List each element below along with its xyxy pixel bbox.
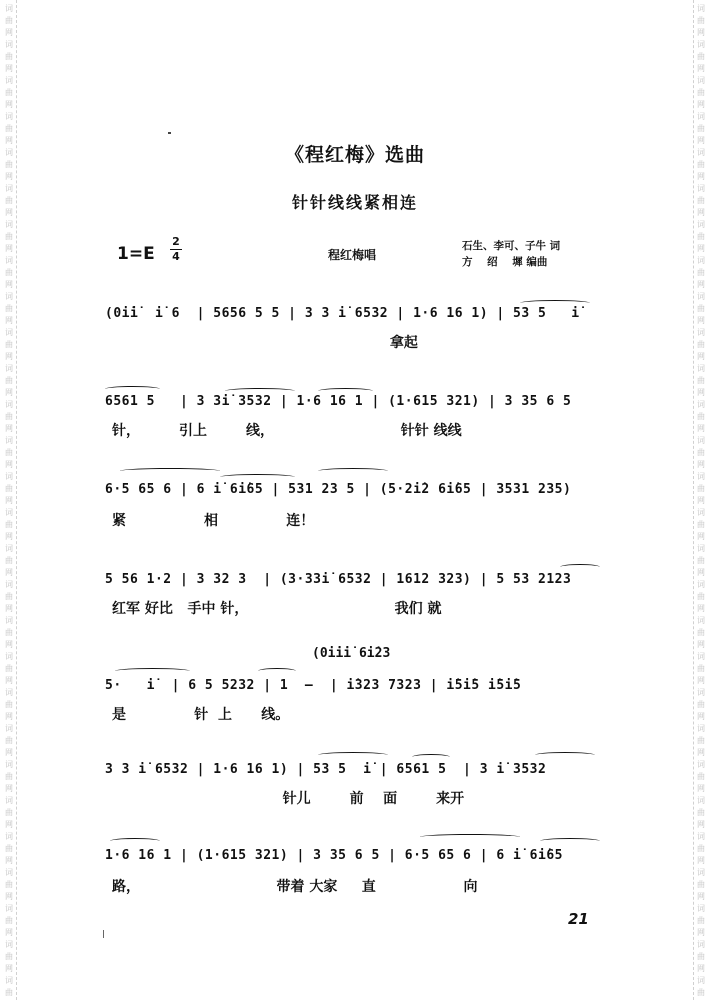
watermark-glyph: 曲: [697, 52, 705, 61]
watermark-glyph: 曲: [697, 628, 705, 637]
watermark-glyph: 网: [5, 100, 13, 109]
author-credits: [462, 238, 560, 270]
watermark-glyph: 网: [5, 532, 13, 541]
watermark-glyph: 词: [5, 220, 13, 229]
watermark-glyph: 曲: [5, 412, 13, 421]
watermark-glyph: 网: [5, 244, 13, 253]
watermark-glyph: 网: [5, 28, 13, 37]
watermark-glyph: 网: [5, 496, 13, 505]
watermark-glyph: 词: [697, 724, 705, 733]
watermark-glyph: 词: [5, 580, 13, 589]
watermark-glyph: 曲: [697, 844, 705, 853]
watermark-glyph: 词: [697, 40, 705, 49]
watermark-glyph: 网: [5, 388, 13, 397]
watermark-glyph: 曲: [697, 160, 705, 169]
watermark-glyph: 曲: [5, 988, 13, 997]
notation-line: 3 3 i̇ 6532 | 1·6 16 1) | 53 5 i̇ | 6561 5 | 3 i̇ 3532: [105, 762, 547, 777]
watermark-glyph: 网: [697, 712, 705, 721]
page-title: 《程红梅》选曲: [284, 144, 425, 166]
watermark-glyph: 词: [5, 184, 13, 193]
notation-line: 5 56 1·2 | 3 32 3 | (3·33i̇ 6532 | 1612 323) | 5 53 2123: [105, 572, 572, 587]
watermark-glyph: 词: [697, 4, 705, 13]
watermark-glyph: 曲: [5, 700, 13, 709]
watermark-glyph: 曲: [697, 556, 705, 565]
watermark-glyph: 词: [5, 148, 13, 157]
notation-line: 6561 5 | 3 3i̇ 3532 | 1·6 16 1 | (1·615 321) | 3 35 6 5: [105, 394, 572, 409]
watermark-glyph: 曲: [697, 88, 705, 97]
slur: [318, 388, 373, 394]
watermark-glyph: 曲: [697, 772, 705, 781]
watermark-glyph: 词: [5, 904, 13, 913]
watermark-glyph: 词: [5, 796, 13, 805]
watermark-glyph: 曲: [5, 340, 13, 349]
watermark-glyph: 网: [697, 172, 705, 181]
watermark-glyph: 网: [697, 532, 705, 541]
watermark-glyph: 词: [697, 364, 705, 373]
watermark-glyph: 网: [5, 820, 13, 829]
slur: [225, 388, 295, 394]
watermark-glyph: 词: [697, 436, 705, 445]
watermark-glyph: 词: [697, 328, 705, 337]
lyrics-line: 拿起: [112, 335, 418, 351]
watermark-glyph: 曲: [697, 916, 705, 925]
watermark-glyph: 词: [697, 544, 705, 553]
watermark-glyph: 曲: [5, 916, 13, 925]
watermark-glyph: 词: [697, 220, 705, 229]
watermark-glyph: 网: [697, 964, 705, 973]
watermark-glyph: 曲: [5, 520, 13, 529]
lyrics-line: 路， 带着 大家 直 向: [112, 879, 478, 895]
watermark-glyph: 词: [5, 400, 13, 409]
page-number: 21: [568, 910, 589, 928]
watermark-glyph: 词: [5, 436, 13, 445]
watermark-glyph: 网: [5, 856, 13, 865]
watermark-glyph: 词: [697, 688, 705, 697]
watermark-glyph: 词: [5, 292, 13, 301]
watermark-glyph: 词: [697, 148, 705, 157]
slur: [105, 386, 160, 392]
watermark-glyph: 网: [697, 496, 705, 505]
watermark-glyph: 网: [5, 460, 13, 469]
watermark-glyph: 词: [5, 976, 13, 985]
watermark-glyph: 曲: [697, 340, 705, 349]
time-signature: [170, 236, 182, 263]
watermark-glyph: 网: [697, 928, 705, 937]
watermark-glyph: 网: [697, 280, 705, 289]
watermark-glyph: 曲: [5, 484, 13, 493]
lyrics-line: 针， 引上 线， 针针 线线: [112, 423, 462, 439]
watermark-glyph: 曲: [5, 376, 13, 385]
slur: [540, 838, 600, 844]
watermark-glyph: 网: [697, 100, 705, 109]
watermark-glyph: 网: [5, 424, 13, 433]
watermark-glyph: 词: [697, 832, 705, 841]
watermark-glyph: 词: [5, 760, 13, 769]
watermark-glyph: 词: [5, 112, 13, 121]
watermark-glyph: 词: [5, 688, 13, 697]
slur: [220, 474, 295, 480]
watermark-glyph: 曲: [5, 448, 13, 457]
slur: [115, 668, 190, 674]
watermark-glyph: 网: [697, 892, 705, 901]
watermark-glyph: 网: [5, 748, 13, 757]
watermark-glyph: 网: [697, 748, 705, 757]
watermark-glyph: 词: [697, 256, 705, 265]
watermark-glyph: 曲: [697, 520, 705, 529]
watermark-glyph: 曲: [5, 16, 13, 25]
watermark-glyph: 曲: [697, 988, 705, 997]
watermark-glyph: 曲: [5, 556, 13, 565]
slur: [258, 668, 296, 674]
watermark-glyph: 网: [5, 316, 13, 325]
print-mark: [168, 132, 171, 134]
notation-line: 1·6 16 1 | (1·615 321) | 3 35 6 5 | 6·5 65 6 | 6 i̇ 6i̇65: [105, 848, 563, 863]
watermark-glyph: 词: [697, 400, 705, 409]
watermark-glyph: 曲: [697, 124, 705, 133]
watermark-glyph: 词: [697, 580, 705, 589]
watermark-glyph: 网: [5, 892, 13, 901]
notation-line: 5· i̇ | 6 5 5232 | 1 — | i̇323 7323 | i̇5i̇5 i̇5i̇5: [105, 678, 522, 693]
watermark-glyph: 词: [697, 940, 705, 949]
watermark-glyph: 词: [697, 904, 705, 913]
watermark-glyph: 网: [5, 280, 13, 289]
watermark-glyph: 词: [5, 652, 13, 661]
watermark-glyph: 曲: [5, 304, 13, 313]
watermark-glyph: 网: [697, 460, 705, 469]
singer-credit: 程红梅唱: [328, 248, 377, 262]
watermark-glyph: 曲: [697, 700, 705, 709]
watermark-glyph: 词: [5, 832, 13, 841]
watermark-glyph: 网: [697, 136, 705, 145]
margin-tick: [103, 930, 104, 938]
lyrics-line: 针儿 前 面 来开: [112, 791, 465, 807]
watermark-glyph: 曲: [5, 232, 13, 241]
watermark-glyph: 网: [697, 352, 705, 361]
watermark-glyph: 曲: [697, 736, 705, 745]
watermark-glyph: 曲: [5, 736, 13, 745]
watermark-glyph: 网: [5, 676, 13, 685]
watermark-glyph: 曲: [5, 160, 13, 169]
lyrics-line: 是 针 上 线。: [112, 707, 290, 723]
watermark-glyph: 网: [697, 784, 705, 793]
watermark-glyph: 网: [5, 784, 13, 793]
watermark-glyph: 曲: [5, 52, 13, 61]
watermark-glyph: 曲: [5, 664, 13, 673]
watermark-glyph: 词: [697, 112, 705, 121]
watermark-glyph: 词: [5, 940, 13, 949]
watermark-glyph: 曲: [697, 196, 705, 205]
watermark-glyph: 网: [5, 208, 13, 217]
watermark-glyph: 词: [5, 868, 13, 877]
slur: [318, 752, 388, 758]
watermark-glyph: 曲: [5, 880, 13, 889]
watermark-glyph: 曲: [5, 808, 13, 817]
notation-line: 6·5 65 6 | 6 i̇ 6i̇65 | 531 23 5 | (5·2i̇2 6i̇65 | 3531 235): [105, 482, 572, 497]
watermark-glyph: 词: [5, 724, 13, 733]
watermark-glyph: 词: [697, 868, 705, 877]
watermark-glyph: 曲: [697, 664, 705, 673]
watermark-glyph: 网: [697, 208, 705, 217]
lyrics-line: 红军 好比 手中 针， 我们 就: [112, 601, 442, 617]
watermark-glyph: 网: [5, 352, 13, 361]
watermark-glyph: 词: [5, 544, 13, 553]
watermark-glyph: 词: [697, 184, 705, 193]
watermark-glyph: 曲: [697, 16, 705, 25]
watermark-glyph: 网: [697, 640, 705, 649]
watermark-glyph: 曲: [697, 304, 705, 313]
slur: [420, 834, 520, 840]
slur: [318, 468, 388, 474]
credits-arrangement: 方 绍 墀 编曲: [462, 256, 548, 268]
watermark-glyph: 词: [5, 256, 13, 265]
watermark-glyph: 曲: [697, 448, 705, 457]
slur: [110, 838, 160, 844]
watermark-glyph: 曲: [697, 484, 705, 493]
watermark-glyph: 网: [697, 568, 705, 577]
watermark-glyph: 网: [697, 28, 705, 37]
slur: [535, 752, 595, 758]
watermark-glyph: 网: [5, 640, 13, 649]
watermark-glyph: 网: [697, 388, 705, 397]
watermark-glyph: 曲: [697, 808, 705, 817]
watermark-glyph: 网: [5, 928, 13, 937]
watermark-glyph: 曲: [5, 952, 13, 961]
watermark-glyph: 词: [5, 328, 13, 337]
watermark-glyph: 词: [697, 292, 705, 301]
watermark-glyph: 曲: [697, 412, 705, 421]
watermark-glyph: 曲: [697, 592, 705, 601]
time-denominator: 4: [172, 250, 180, 263]
watermark-glyph: 网: [5, 964, 13, 973]
watermark-glyph: 网: [5, 64, 13, 73]
watermark-glyph: 词: [697, 76, 705, 85]
watermark-glyph: 网: [5, 604, 13, 613]
watermark-glyph: 网: [697, 820, 705, 829]
watermark-glyph: 词: [697, 976, 705, 985]
watermark-glyph: 网: [697, 316, 705, 325]
watermark-glyph: 曲: [697, 376, 705, 385]
watermark-glyph: 网: [697, 244, 705, 253]
watermark-glyph: 词: [5, 364, 13, 373]
watermark-glyph: 曲: [697, 268, 705, 277]
watermark-glyph: 词: [697, 760, 705, 769]
watermark-glyph: 网: [5, 568, 13, 577]
watermark-glyph: 曲: [5, 592, 13, 601]
watermark-glyph: 词: [5, 508, 13, 517]
slur: [560, 564, 600, 570]
watermark-glyph: 网: [697, 64, 705, 73]
notation-line: (0i̇i̇ i̇ 6 | 5656 5 5 | 3 3 i̇ 6532 | 1·6 16 1) | 53 5 i̇: [105, 306, 580, 321]
watermark-glyph: 网: [5, 136, 13, 145]
watermark-glyph: 词: [5, 4, 13, 13]
slur: [520, 300, 590, 306]
slur: [120, 468, 220, 474]
watermark-glyph: 词: [697, 652, 705, 661]
credits-lyrics: 石生、李可、子牛 词: [462, 240, 561, 252]
watermark-glyph: 曲: [5, 844, 13, 853]
watermark-glyph: 网: [697, 676, 705, 685]
watermark-glyph: 曲: [697, 232, 705, 241]
slur: [412, 754, 450, 760]
watermark-glyph: 词: [5, 40, 13, 49]
watermark-glyph: 词: [5, 472, 13, 481]
watermark-glyph: 词: [5, 616, 13, 625]
watermark-glyph: 曲: [697, 880, 705, 889]
watermark-glyph: 词: [697, 796, 705, 805]
watermark-glyph: 词: [5, 76, 13, 85]
watermark-glyph: 网: [697, 424, 705, 433]
watermark-glyph: 曲: [5, 268, 13, 277]
watermark-glyph: 网: [5, 172, 13, 181]
watermark-glyph: 曲: [5, 88, 13, 97]
upper-notes: (0i̇i̇i̇ 6i̇23: [312, 646, 391, 661]
watermark-glyph: 词: [697, 508, 705, 517]
watermark-glyph: 曲: [5, 196, 13, 205]
watermark-glyph: 曲: [5, 124, 13, 133]
time-numerator: 2: [172, 235, 180, 248]
lyrics-line: 紧 相 连！: [112, 513, 315, 529]
watermark-glyph: 词: [697, 616, 705, 625]
watermark-glyph: 网: [5, 712, 13, 721]
watermark-glyph: 曲: [5, 628, 13, 637]
watermark-glyph: 词: [697, 472, 705, 481]
song-title: 针针线线紧相连: [291, 193, 418, 212]
watermark-glyph: 网: [697, 604, 705, 613]
key-signature: 1=E: [117, 244, 155, 264]
watermark-glyph: 网: [697, 856, 705, 865]
watermark-glyph: 曲: [5, 772, 13, 781]
watermark-glyph: 曲: [697, 952, 705, 961]
